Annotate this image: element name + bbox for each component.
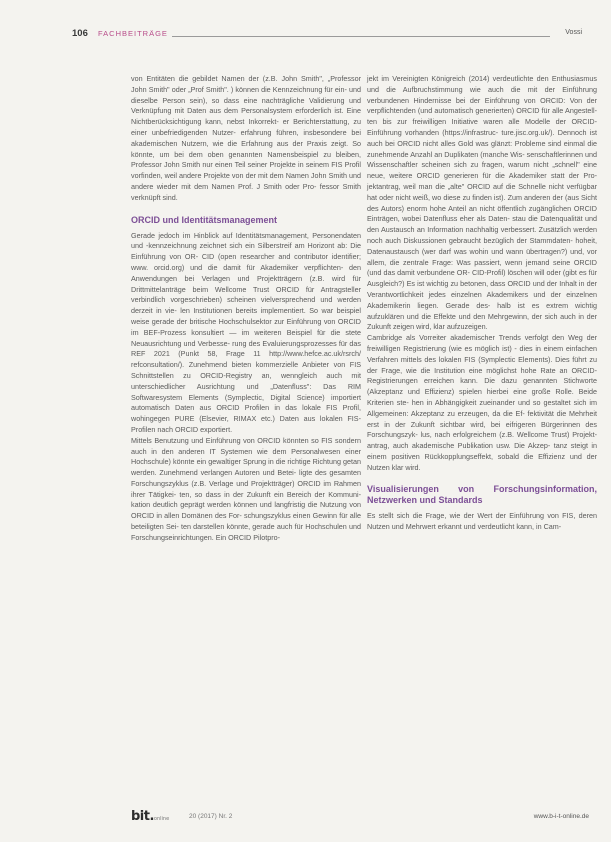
page-number: 106 [72, 28, 88, 39]
header-right-label: Vossi [565, 29, 582, 36]
journal-logo: bit.online [131, 809, 170, 824]
right-paragraph-3: Es stellt sich die Frage, wie der Wert der Einführung von FIS, deren Nutzen und Mehrwert erkannt und verdeutlicht kann, in Cam- [367, 511, 597, 532]
left-paragraph-1: von Entitäten die gebildet Namen der (z.B. John Smith", „Professor John Smith" oder „Prof Smith". ) können die Kennzeichnung für ein- und dieselbe Person sein), so dass eine nachträgliche Validierung und Verknüpfung mit Daten aus dem Personalsystem erforderlich ist. Eine Nichtberücksichtigung kann, nebst Inkorrekt- er Berichterstattung, zu einer unbefriedigenden Nutzer- erfahrung führen, insbesondere bei akademischen Nutzern, wie die Erfahrung aus der Praxis zeigt. So könnte, um bei dem oben genannten Namensbeispiel zu bleiben, Professor John Smith nur einen Teil seiner Projekte in seinem FIS Profil vorfinden, weil andere Projekte von der mit dem Namen John Smith und andere wieder mit dem Namen Prof. J Smith oder Pro- fessor Smith verknüpft sind. [131, 74, 361, 202]
heading-orcid: ORCID und Identitätsmanagement [131, 214, 278, 225]
right-paragraph-2: Cambridge als Vorreiter akademischer Trends verfolgt den Weg der freiwilligen Registrierung (wie es möglich ist) - dies in einem einfachen Verfahren mittels des lokalen FIS (Symplectic Elements). Dies führt zu der Frage, wie die Institution eine möglichst hohe Rate an ORCID-Registrierungen erreichen kann. Die dazu genannten Stichworte (Akzeptanz und Effizienz) spielen hierbei eine große Rolle. Beide Kriterien ste- hen in Abhängigkeit zueinander und so gestaltet sich im Allgemeinen: Akzeptanz zu erzeugen, da die Ef- fektivität die Mehrheit erst in der Zukunft sichtbar wird, bei eifrigeren Bürgerinnen des Forschungszyk- lus, nach erfolgreichem (z.B. Wellcome Trust) Projekt- antrag, auch akademische Publikation usw. Die Akzep- tanz steigt in einem positiven Rückkopplungseffekt, sobald die Effizienz und der Nutzen klar wird. [367, 333, 597, 472]
left-paragraph-3: Mittels Benutzung und Einführung von ORCID könnten so FIS sondern auch in den anderen IT Systemen wie dem Personalwesen einer Hochschule) könnte ein gewaltiger Sprung in die richtige Richtung getan werden. Zunehmend verlangen Autoren und Betei- ligte des gesamten Forschungszyklus (z.B. Verlage und Projektträger) ORCID im Rahmen ihrer Tätigkei- ten, so dass in der Zukunft ein Bereich der Kommuni- kation deutlich geprägt werden können und langfristig die Nutzung von ORCID in allen Domänen des For- schungszyklus einen Gewinn für alle beteiligten Sei- ten darstellen könnte, gerade auch für Hochschulen und Forschungseinrichtungen. Ein ORCID Pilotpro- [131, 435, 361, 542]
left-column [131, 74, 361, 544]
header-rule [172, 36, 550, 37]
page-header [72, 28, 582, 42]
left-paragraph-2: Gerade jedoch im Hinblick auf Identitätsmanagement, Personendaten und -kennzeichnung zeichnet sich ein Silberstreif am Horizont ab: Die Einführung von OR- CID (open researcher and contributor identifier; www. orcid.org) und die damit für Akademiker verpflichten- den Anwendungen bei Verlagen und Projektträgern (z.B. wird für Drittmittelanträge beim Wellcome Trust ORCID für Antragsteller verbindlich vorgeschrieben) scheinen vielversprechend und werden derzeit in vie- len Institutionen bereits implementiert. So war beispiel weise gerade der britische Hochschulsektor zur Einführung von ORCID im BEF-Prozess konsultiert — im weiteren Beispiel für die stete Neuausrichtung und Verbesse- rung des Evaluierungsprozesses für das REF 2021 (Punkt 58, Frage 11 http://www.hefce.ac.uk/rsrch/ refconsultation/). Zunehmend bieten kommerzielle Anbieter von FIS Schnittstellen zu ORCID-Registry an, wenngleich auch mit unterschiedlicher Ausrichtung und „Datenfluss": Das RIM Softwaresystem Elements (Symplectic, Digital Science) importiert automatisch Daten aus ORCID Profilen in das lokale FIS Profil, wohingegen PURE (Elsevier, RIMAX etc.) Daten aus lokalen FIS-Profilen nach ORCID exportiert. [131, 230, 361, 434]
website-url: www.b-i-t-online.de [533, 813, 589, 820]
right-paragraph-1: jekt im Vereinigten Königreich (2014) verdeutlichte den Enthusiasmus und die Aufbruchstimmung wie auch die mit der Einführung verbundenen Hindernisse bei der Einführung von ORCID: Von der verpflichtenden (und automatisch generierten) ORCID für alle Angestell- ten bis zur freiwilligen Initiative waren alle Modelle der ORCID-Einführung vorhanden (https://infrastruc- ture.jisc.org.uk/). Dennoch ist auch bei ORCID nicht alles Gold was glänzt: Probleme sind einmal die zunehmende Anzahl an Duplikaten (manche Wis- senschaftlerinnen und Wissenschaftler scheinen sich zu fragen, warum nicht „schnell" eine neue, weitere ORCID generieren für die Akademiker statt der Pro- jektantrag, weil man die „alte" ORCID auf die Schnelle nicht verfügbar hat oder nicht weiß, wo diese zu finden ist). Zum anderen der (aus Sicht des Autors) enorm hohe Anteil an nicht öffentlich zugänglichen ORCID Einträgen, wobei Datenfluss eher als Daten- stau die Datenqualität und den Austausch an Information nachhaltig verbessert. Zusätzlich werden noch auch Diskussionen gebraucht bezüglich der Stammdaten- hoheit, Datenaustausch (wer darf was wohin und wann übertragen?) und, vor allem, die zentrale Frage: Was passiert, wenn jemand seine ORCID (und das damit verbundene OR- CID-Profil) löschen will oder (gibt es für Ausgleich?) Es ist wichtig zu betonen, dass ORCID und der Inhalt in der Verantwortlichkeit jedes einzelnen Akademikers und der einzelnen Akademikerin liegen. Gerade des- halb ist es extrem wichtig aufzuklären und die Effekte und den Mehrgewinn, der sich auch in der Zukunft zeigen wird, klar aufzuzeigen. [367, 74, 597, 332]
heading-visualisierungen: Visualisierungen von Forschungsinformation, Netzwerken und Standards [367, 484, 597, 506]
issue-label: 20 (2017) Nr. 2 [189, 813, 233, 820]
right-column [367, 74, 597, 533]
section-tag: FACHBEITRÄGE [98, 29, 168, 38]
page-footer [131, 811, 589, 825]
